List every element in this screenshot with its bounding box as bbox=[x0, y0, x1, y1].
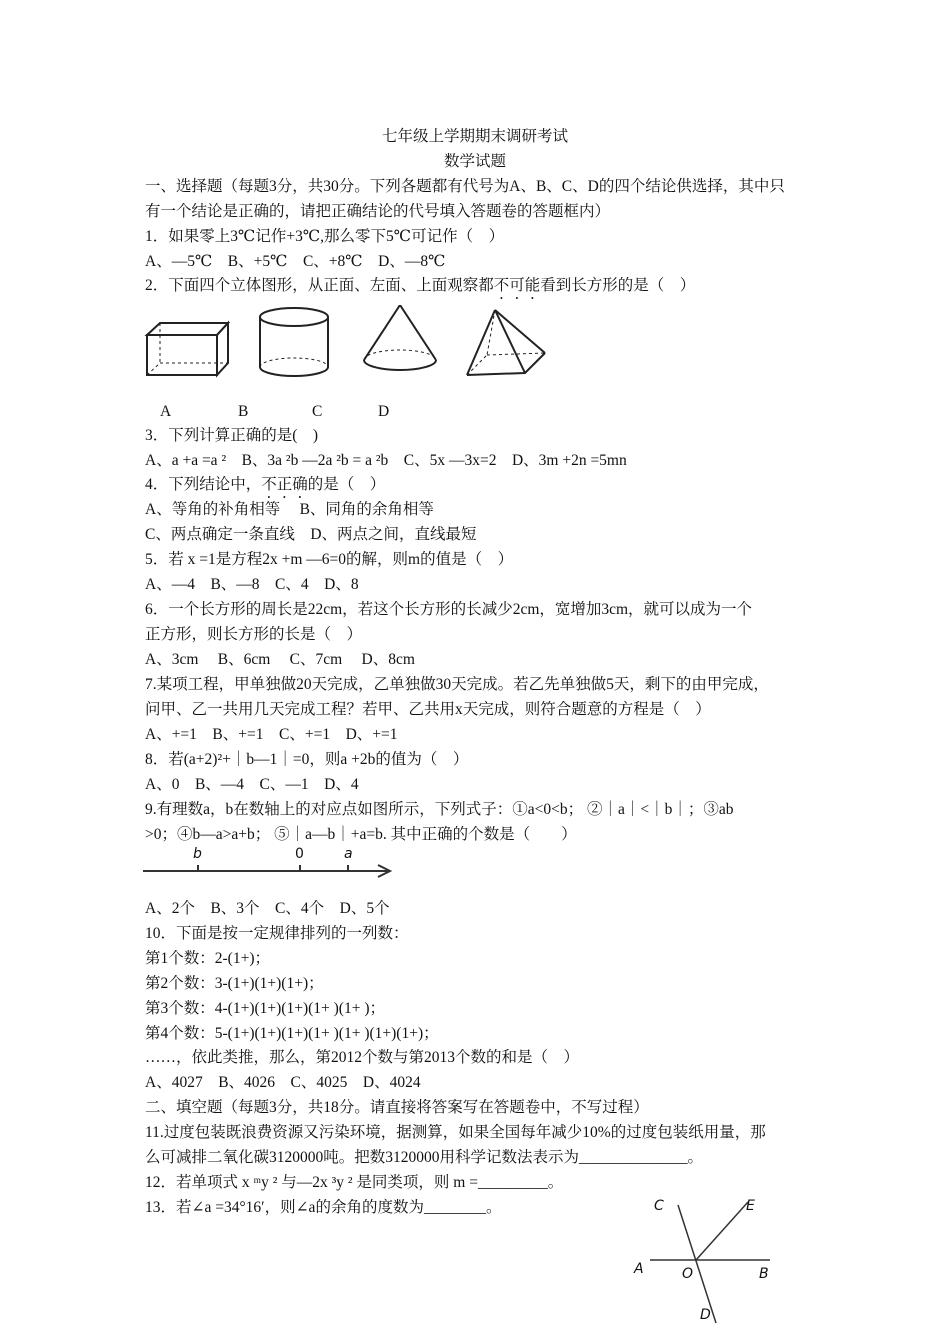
q5-options: A、—4 B、—8 C、4 D、8 bbox=[145, 576, 359, 593]
q9-stem-line1: 9.有理数a，b在数轴上的对应点如图所示，下列式子：①a<0<b； ②｜a｜<｜b｜；③ab bbox=[145, 801, 734, 818]
axis-label-b: b bbox=[193, 846, 202, 862]
q12-stem: 12．若单项式 x ᵐy ² 与—2x ³y ² 是同类项，则 m =_________。 bbox=[145, 1174, 564, 1191]
angle-label-o: O bbox=[682, 1266, 694, 1282]
q11-stem-line2: 么可减排二氧化碳3120000吨。把数3120000用科学记数法表示为______________。 bbox=[145, 1149, 704, 1166]
angle-label-c: C bbox=[654, 1198, 664, 1214]
q11-stem-line1: 11.过度包装既浪费资源又污染环境，据测算，如果全国每年减少10%的过度包装纸用量，那 bbox=[145, 1124, 766, 1141]
q2-solids-figure bbox=[140, 305, 560, 390]
ray-oe bbox=[696, 1202, 748, 1260]
q13-stem: 13．若∠a =34°16′，则∠a的余角的度数为________。 bbox=[145, 1199, 502, 1216]
q10-stem: 10．下面是按一定规律排列的一列数： bbox=[145, 925, 409, 942]
axis-label-zero: 0 bbox=[295, 846, 304, 862]
q10-line1: 第1个数：2-(1+)； bbox=[145, 950, 270, 967]
q10-line3: 第3个数：4-(1+)(1+)(1+)(1+ )(1+ )； bbox=[145, 1000, 385, 1017]
pyramid-icon bbox=[467, 310, 545, 375]
exam-title: 七年级上学期期末调研考试 bbox=[381, 128, 568, 145]
angle-label-a: A bbox=[634, 1261, 644, 1277]
exam-subtitle: 数学试题 bbox=[443, 153, 506, 170]
angle-label-d: D bbox=[700, 1307, 711, 1323]
cuboid-icon bbox=[147, 323, 228, 375]
q2-label-a: A bbox=[160, 403, 172, 420]
q6-options: A、3cm B、6cm C、7cm D、8cm bbox=[145, 651, 415, 668]
q4-stem-emphasis: 不正确 bbox=[261, 476, 308, 493]
q9-number-line bbox=[140, 843, 400, 883]
q2-stem-emphasis: 不可能 bbox=[493, 277, 541, 294]
q6-stem-line2: 正方形，则长方形的长是（ ） bbox=[145, 626, 363, 643]
q9-stem-line2: >0；④b—a>a+b； ⑤｜a—b｜+a=b. 其中正确的个数是（ ） bbox=[145, 826, 577, 843]
q1-options: A、—5℃ B、+5℃ C、+8℃ D、—8℃ bbox=[145, 253, 446, 270]
q4-stem-post: 的是（ ） bbox=[307, 476, 386, 493]
section1-intro-line2: 有一个结论是正确的，请把正确结论的代号填入答题卷的答题框内） bbox=[145, 203, 611, 220]
section1-intro-line1: 一、选择题（每题3分，共30分。下列各题都有代号为A、B、C、D的四个结论供选择，其中只 bbox=[145, 178, 785, 195]
q3-stem: 3．下列计算正确的是( ) bbox=[145, 427, 319, 444]
q2-label-c: C bbox=[312, 403, 323, 420]
q2-stem-pre: 2．下面四个立体图形，从正面、左面、上面观察都 bbox=[145, 277, 494, 294]
q10-line4: 第4个数：5-(1+)(1+)(1+)(1+ )(1+ )(1+)(1+)； bbox=[145, 1025, 439, 1042]
q8-stem: 8．若(a+2)²+｜b—1｜=0，则a +2b的值为（ ） bbox=[145, 751, 469, 768]
q2-label-b: B bbox=[238, 403, 249, 420]
q1-stem: 1．如果零上3℃记作+3℃,那么零下5℃可记作（ ） bbox=[145, 228, 505, 245]
q10-line2: 第2个数：3-(1+)(1+)(1+)； bbox=[145, 975, 324, 992]
q2-stem-post: 看到长方形的是（ ） bbox=[540, 277, 696, 294]
q8-options: A、0 B、—4 C、—1 D、4 bbox=[145, 776, 359, 793]
q4-options-line1: A、等角的补角相等 B、同角的余角相等 bbox=[145, 501, 434, 518]
q9-options: A、2个 B、3个 C、4个 D、5个 bbox=[145, 900, 390, 917]
q7-options: A、+=1 B、+=1 C、+=1 D、+=1 bbox=[145, 726, 398, 743]
q2-stem bbox=[145, 276, 695, 303]
angle-label-e: E bbox=[746, 1198, 755, 1214]
q10-options: A、4027 B、4026 C、4025 D、4024 bbox=[145, 1074, 421, 1091]
q6-stem-line1: 6．一个长方形的周长是22cm，若这个长方形的长减少2cm，宽增加3cm，就可以成为一个 bbox=[145, 601, 753, 618]
cylinder-icon bbox=[260, 308, 328, 376]
q7-stem-line1: 7.某项工程，甲单独做20天完成，乙单独做30天完成。若乙先单独做5天，剩下的由甲完成， bbox=[145, 676, 769, 693]
angle-label-b: B bbox=[759, 1266, 769, 1282]
q4-stem-pre: 4．下列结论中， bbox=[145, 476, 262, 493]
q3-options: A、a +a =a ² B、3a ²b —2a ²b = a ²b C、5x —3x=2 D、3m +2n =5mn bbox=[145, 452, 627, 469]
axis-label-a: a bbox=[344, 846, 353, 862]
q2-label-d: D bbox=[378, 403, 390, 420]
q4-options-line2: C、两点确定一条直线 D、两点之间，直线最短 bbox=[145, 526, 477, 543]
section2-intro: 二、填空题（每题3分，共18分。请直接将答案写在答题卷中，不写过程） bbox=[145, 1099, 649, 1116]
q7-stem-line2: 问甲、乙一共用几天完成工程？若甲、乙共用x天完成，则符合题意的方程是（ ） bbox=[145, 701, 711, 718]
q5-stem: 5．若 x =1是方程2x +m —6=0的解，则m的值是（ ） bbox=[145, 551, 514, 568]
q10-line5: ……，依此类推，那么，第2012个数与第2013个数的和是（ ） bbox=[145, 1049, 580, 1066]
q4-stem bbox=[145, 475, 385, 502]
cone-icon bbox=[364, 305, 436, 370]
